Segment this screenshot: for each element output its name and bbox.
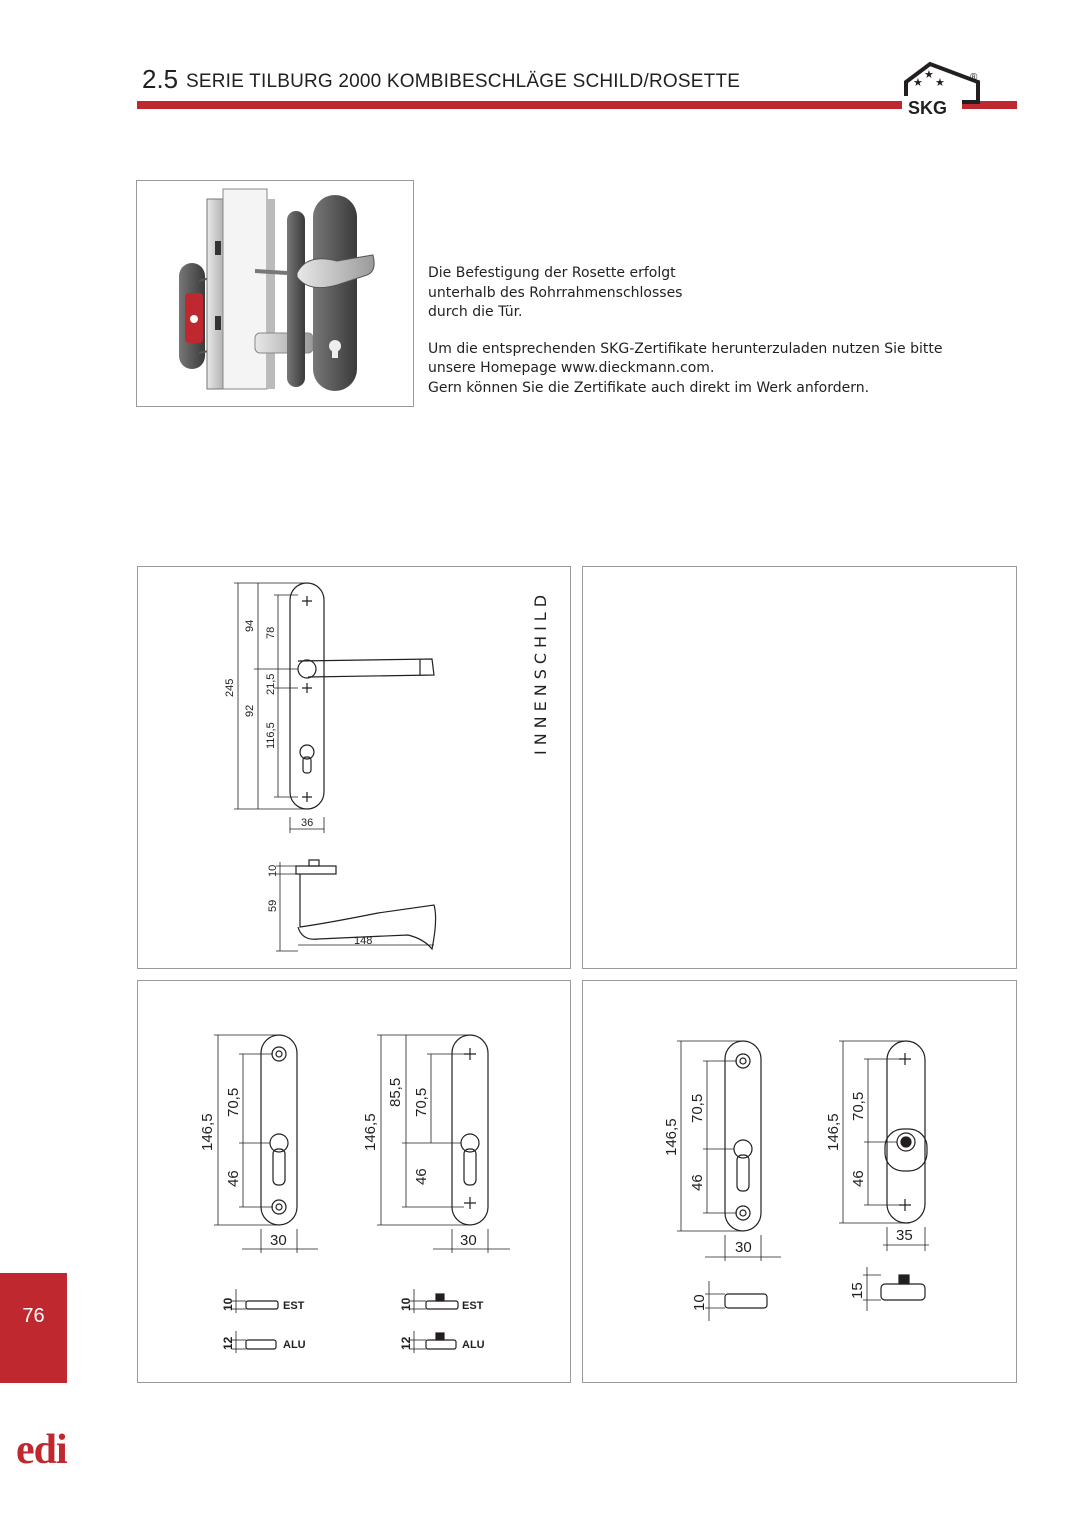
rosette-panel-left xyxy=(137,980,571,1383)
dim-21-5: 21,5 xyxy=(265,673,277,695)
r2-dim-width: 30 xyxy=(460,1232,477,1249)
dim-59: 59 xyxy=(267,899,279,912)
star-icon: ★ xyxy=(913,77,923,89)
dim-245: 245 xyxy=(224,678,236,697)
innenschild-drawing xyxy=(138,567,570,968)
r3-dim-width: 30 xyxy=(735,1239,752,1256)
side-dim-12-b: 12 xyxy=(399,1336,413,1350)
r1-dim-lower: 46 xyxy=(225,1170,242,1187)
header-rule xyxy=(137,101,1017,109)
registered-mark: ® xyxy=(970,72,978,83)
page-title: SERIE TILBURG 2000 KOMBIBESCHLÄGE SCHILD/ROSETTE xyxy=(186,71,741,92)
star-icon: ★ xyxy=(924,69,934,81)
innenschild-label: INNENSCHILD xyxy=(531,589,550,755)
dim-36: 36 xyxy=(301,817,314,829)
r4-dim-lower: 46 xyxy=(850,1170,867,1187)
rosette-drawings-right xyxy=(583,981,1016,1382)
dim-78: 78 xyxy=(265,626,277,639)
skg-logo-text: SKG xyxy=(908,98,948,118)
section-number: 2.5 xyxy=(142,64,179,94)
r3-side-dim: 10 xyxy=(691,1294,708,1311)
innenschild-panel xyxy=(137,566,571,969)
dim-92: 92 xyxy=(244,704,256,717)
r1-dim-upper: 70,5 xyxy=(225,1087,242,1117)
exploded-lock-illustration xyxy=(137,181,413,406)
rosette-drawings-left xyxy=(138,981,570,1382)
r2-dim-upper: 85,5 xyxy=(387,1077,404,1107)
label-alu-a: ALU xyxy=(283,1339,306,1351)
r3-dim-upper: 70,5 xyxy=(689,1093,706,1123)
empty-panel xyxy=(582,566,1017,969)
description xyxy=(428,264,942,415)
label-est-a: EST xyxy=(283,1300,305,1312)
side-dim-10-b: 10 xyxy=(399,1297,413,1311)
r4-dim-width: 35 xyxy=(896,1227,913,1244)
label-est-b: EST xyxy=(462,1300,484,1312)
rosette-panel-right xyxy=(582,980,1017,1383)
r1-dim-total: 146,5 xyxy=(199,1113,216,1151)
r4-side-dim: 15 xyxy=(849,1282,866,1299)
description-paragraph-2: Um die entsprechenden SKG-Zertifikate herunterzuladen nutzen Sie bitte unsere Homepage www.dieckmann.com. Gern können Sie die Zertifikate auch direkt im Werk anfordern. xyxy=(428,340,943,396)
r2-dim-mid: 70,5 xyxy=(413,1087,430,1117)
star-icon: ★ xyxy=(935,77,945,89)
dim-116-5: 116,5 xyxy=(265,722,277,749)
page-number: 76 xyxy=(22,1305,45,1327)
r3-dim-lower: 46 xyxy=(689,1174,706,1191)
r1-dim-width: 30 xyxy=(270,1232,287,1249)
r4-dim-total: 146,5 xyxy=(825,1113,842,1151)
label-alu-b: ALU xyxy=(462,1339,485,1351)
page-tab xyxy=(0,1273,67,1383)
r4-dim-upper: 70,5 xyxy=(850,1091,867,1121)
product-image-panel xyxy=(136,180,414,407)
side-dim-12-a: 12 xyxy=(221,1336,235,1350)
description-paragraph-1: Die Befestigung der Rosette erfolgt unterhalb des Rohrrahmenschlosses durch die Tür. xyxy=(428,265,683,320)
r3-dim-total: 146,5 xyxy=(663,1118,680,1156)
dim-148: 148 xyxy=(354,935,373,947)
dim-94: 94 xyxy=(244,619,256,632)
edi-logo: edi xyxy=(16,1427,67,1473)
r2-dim-lower: 46 xyxy=(413,1168,430,1185)
skg-logo xyxy=(898,60,988,118)
dim-10: 10 xyxy=(267,864,279,877)
side-dim-10-a: 10 xyxy=(221,1297,235,1311)
r2-dim-total: 146,5 xyxy=(362,1113,379,1151)
